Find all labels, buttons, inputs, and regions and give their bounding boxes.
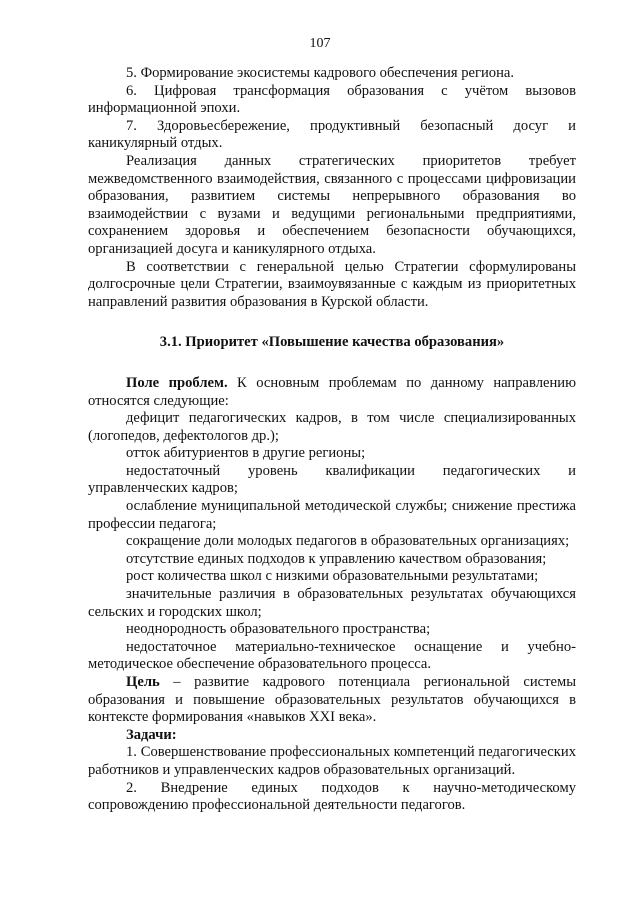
task-item: 2. Внедрение единых подходов к научно-методическому сопровождению профессиональной деятельности педагогов. bbox=[88, 779, 576, 814]
problem-item: неоднородность образовательного пространства; bbox=[126, 621, 431, 638]
problems-intro bbox=[88, 375, 576, 410]
problem-item: отсутствие единых подходов к управлению качеством образования; bbox=[126, 550, 547, 567]
document-body bbox=[88, 65, 576, 815]
problem-item: недостаточное материально-техническое оснащение и учебно-методическое обеспечение образовательного процесса. bbox=[88, 638, 576, 673]
priority-item-7: 7. Здоровьесбережение, продуктивный безопасный досуг и каникулярный отдых. bbox=[88, 117, 576, 152]
problem-item: дефицит педагогических кадров, в том числе специализированных (логопедов, дефектологов др.); bbox=[88, 410, 576, 444]
goal-lead: Цель bbox=[126, 674, 160, 690]
goal-text: – развитие кадрового потенциала региональной системы образования и повышение образовательных результатов обучающихся в контексте формирования «навыков XXI века». bbox=[88, 674, 576, 726]
paragraph-accordance: В соответствии с генеральной целью Стратегии сформулированы долгосрочные цели Стратегии, взаимоувязанные с каждым из приоритетных направлений развития образования в Курской области. bbox=[88, 258, 576, 310]
tasks-heading: Задачи: bbox=[126, 726, 177, 743]
problem-item: значительные различия в образовательных результатах обучающихся сельских и городских школ; bbox=[88, 586, 576, 620]
problem-item: сокращение доли молодых педагогов в образовательных организациях; bbox=[126, 533, 570, 550]
priority-item-5: 5. Формирование экосистемы кадрового обеспечения региона. bbox=[126, 65, 515, 81]
problem-item: рост количества школ с низкими образовательными результатами; bbox=[126, 568, 539, 585]
priority-item-6: 6. Цифровая трансформация образования с учётом вызовов информационной эпохи. bbox=[88, 82, 576, 117]
paragraph-realization: Реализация данных стратегических приоритетов требует межведомственного взаимодействия, связанного с процессами цифровизации образования, развитием системы непрерывного образования во взаимодействии с вузами и ведущими региональными предприятиями, сохранением здоровья и обеспечением безопасности обучающихся, организацией досуга и каникулярного отдыха. bbox=[88, 152, 576, 257]
problems-intro-text: К основным проблемам по данному направлению относятся следующие: bbox=[88, 374, 576, 409]
problem-item: недостаточный уровень квалификации педагогических и управленческих кадров; bbox=[88, 462, 576, 497]
problems-lead: Поле проблем. bbox=[126, 374, 228, 391]
page-number: 107 bbox=[309, 36, 331, 51]
task-item: 1. Совершенствование профессиональных компетенций педагогических работников и управленческих кадров образовательных организаций. bbox=[88, 744, 576, 778]
problem-item: отток абитуриентов в другие регионы; bbox=[126, 445, 366, 462]
goal-paragraph bbox=[88, 674, 576, 727]
section-heading: 3.1. Приоритет «Повышение качества образования» bbox=[159, 334, 505, 351]
problem-item: ослабление муниципальной методической службы; снижение престижа профессии педагога; bbox=[88, 498, 576, 532]
